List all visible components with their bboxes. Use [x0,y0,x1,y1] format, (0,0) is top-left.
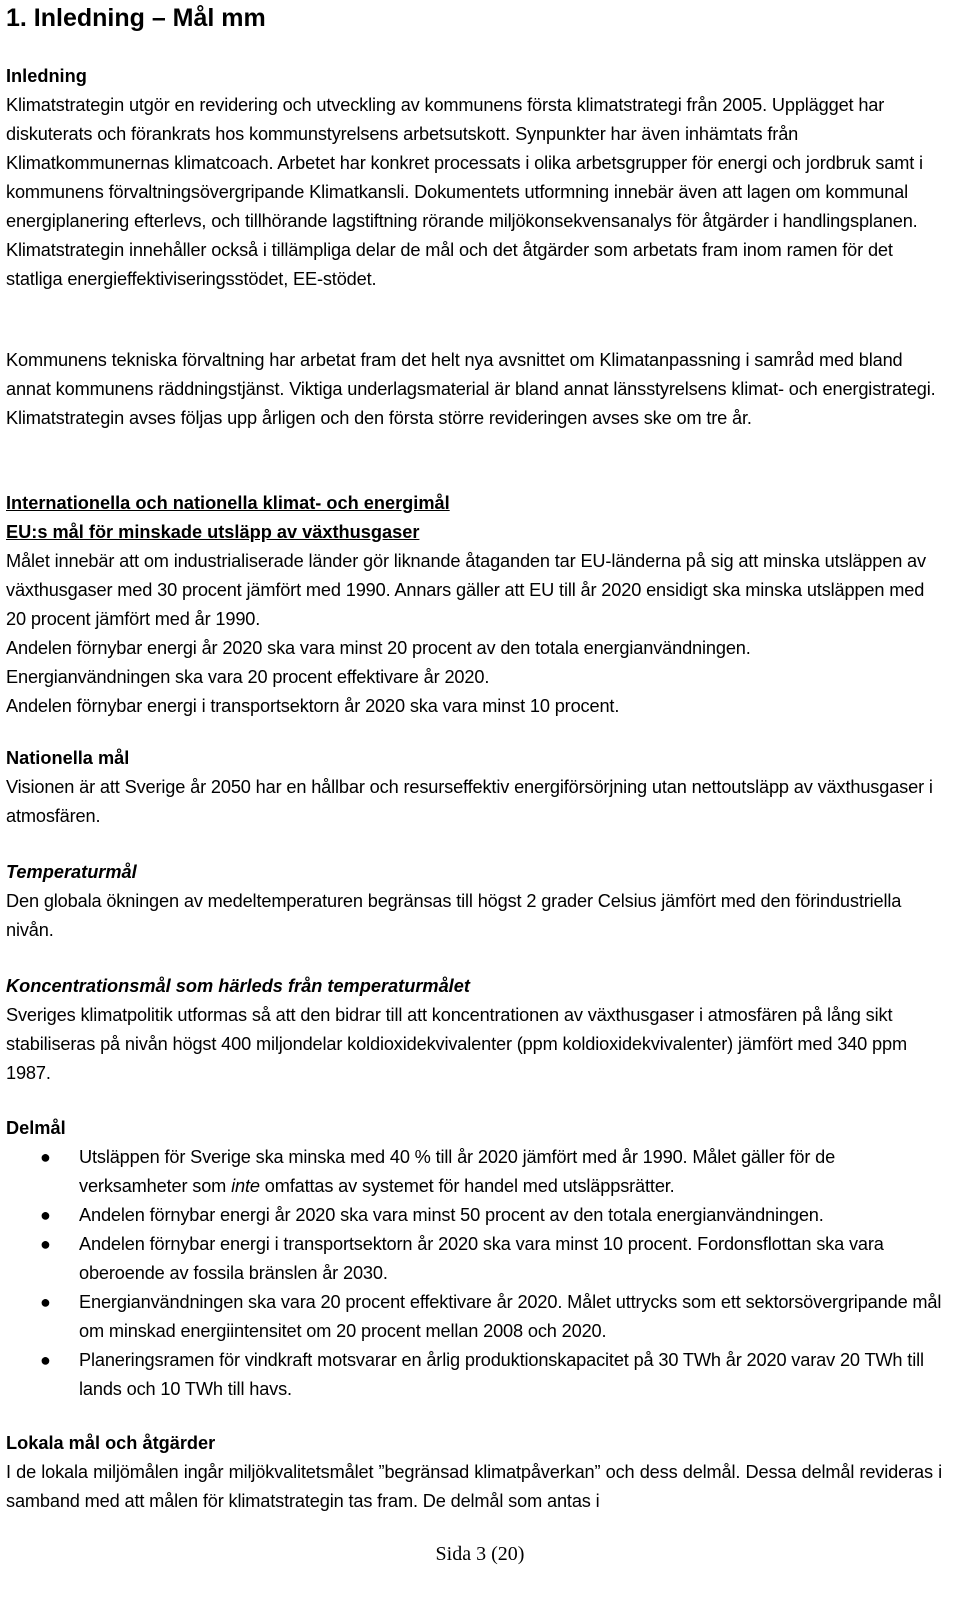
paragraph: Sveriges klimatpolitik utformas så att den bidrar till att koncentrationen av växthusgaser i atmosfären på lång sikt stabiliseras på nivån högst 400 miljondelar koldioxidekvivalenter (ppm koldioxidekvivalenter) jämfört med 340 ppm 1987. [6,1005,907,1083]
section-heading-koncentration: Koncentrationsmål som härleds från temperaturmålet [6,976,470,996]
section-heading-temperatur: Temperaturmål [6,862,137,882]
paragraph: Visionen är att Sverige år 2050 har en hållbar och resurseffektiv energiförsörjning utan nettoutsläpp av växthusgaser i atmosfären. [6,777,933,826]
paragraph: Klimatstrategin utgör en revidering och utveckling av kommunens första klimatstrategi från 2005. Upplägget har diskuterats och förankrats hos kommunstyrelsens arbetsutskott. Synpunkter har även inhämtats från Klimatkommunernas klimatcoach. Arbetet har konkret processats i olika arbetsgrupper för energi och jordbruk samt i kommunens förvaltningsövergripande Klimatkansli. Dokumentets utformning innebär även att lagen om kommunal energiplanering efterlevs, och tillhörande lagstiftning rörande miljökonsekvensanalys för åtgärder i handlingsplanen. Klimatstrategin innehåller också i tillämpliga delar de mål och det åtgärder som arbetats fram inom ramen för det statliga energieffektiviseringsstödet, EE-stödet. [6,95,923,289]
section-inledning-2 [6,346,942,433]
paragraph: I de lokala miljömålen ingår miljökvalitetsmålet ”begränsad klimatpåverkan” och dess delmål. Dessa delmål revideras i samband med att målen för klimatstrategin tas fram. De delmål som antas i [6,1462,942,1511]
section-koncentration [6,972,942,1088]
section-temperatur [6,858,942,945]
bullet-icon: ● [40,1205,51,1225]
section-heading-inledning: Inledning [6,66,87,86]
list-item: ● Andelen förnybar energi i transportsektorn år 2020 ska vara minst 10 procent. Fordonsflottan ska vara oberoende av fossila bränslen år 2030. [6,1230,942,1288]
list-item: ● Andelen förnybar energi år 2020 ska vara minst 50 procent av den totala energianvändningen. [6,1201,942,1230]
paragraph: Målet innebär att om industrialiserade länder gör liknande åtaganden tar EU-länderna på sig att minska utsläppen av växthusgaser med 30 procent jämfört med 1990. Annars gäller att EU till år 2020 ensidigt ska minska utsläppen med 20 procent jämfört med år 1990. [6,551,926,629]
paragraph-line: Andelen förnybar energi år 2020 ska vara minst 20 procent av den totala energianvändningen. [6,638,751,658]
bullet-icon: ● [40,1234,51,1254]
section-lokala [6,1429,942,1516]
list-item: ● Utsläppen för Sverige ska minska med 40 % till år 2020 jämfört med år 1990. Målet gäller för de verksamheter som inte omfattas av systemet för handel med utsläppsrätter. [6,1143,942,1201]
section-heading-delmal: Delmål [6,1118,66,1138]
page-number-footer: Sida 3 (20) [435,1543,525,1565]
section-nationella [6,744,942,831]
section-heading-internationella: Internationella och nationella klimat- och energimål [6,493,450,513]
bullet-icon: ● [40,1147,51,1167]
paragraph-line: Andelen förnybar energi i transportsektorn år 2020 ska vara minst 10 procent. [6,696,620,716]
paragraph: Kommunens tekniska förvaltning har arbetat fram det helt nya avsnittet om Klimatanpassning i samråd med bland annat kommunens räddningstjänst. Viktiga underlagsmaterial är bland annat länsstyrelsens klimat- och energistrategi. Klimatstrategin avses följas upp årligen och den första större revideringen avses ske om tre år. [6,350,936,428]
section-heading-nationella: Nationella mål [6,748,130,768]
section-heading-lokala: Lokala mål och åtgärder [6,1433,216,1453]
section-inledning [6,62,942,294]
bullet-icon: ● [40,1292,51,1312]
section-delmal [6,1114,942,1404]
list-item: ● Planeringsramen för vindkraft motsvarar en årlig produktionskapacitet på 30 TWh år 2020 varav 20 TWh till lands och 10 TWh till havs. [6,1346,942,1404]
list-item: ● Energianvändningen ska vara 20 procent effektivare år 2020. Målet uttrycks som ett sektorsövergripande mål om minskad energiintensitet om 20 procent mellan 2008 och 2020. [6,1288,942,1346]
page-title: 1. Inledning – Mål mm [6,4,266,32]
section-internationella [6,489,942,721]
delmal-list [6,1143,942,1404]
subheading-eu: EU:s mål för minskade utsläpp av växthusgaser [6,522,420,542]
paragraph-line: Energianvändningen ska vara 20 procent effektivare år 2020. [6,667,490,687]
bullet-icon: ● [40,1350,51,1370]
paragraph: Den globala ökningen av medeltemperaturen begränsas till högst 2 grader Celsius jämfört med den förindustriella nivån. [6,891,902,940]
